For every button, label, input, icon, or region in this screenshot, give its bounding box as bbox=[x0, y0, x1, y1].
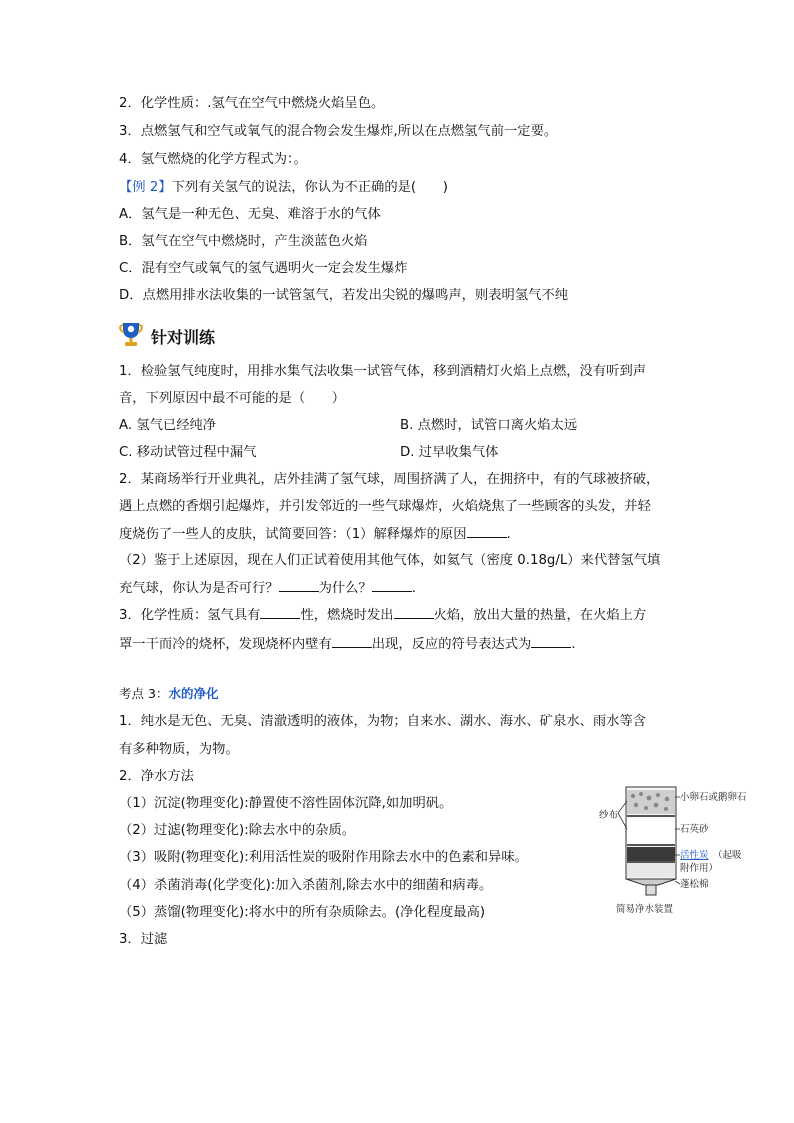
label-carbon: 活性炭 bbox=[680, 850, 709, 861]
label-gauze: 纱布 bbox=[599, 810, 619, 821]
question-text: 为什么？ bbox=[318, 581, 372, 596]
kaodian-prefix: 考点 3： bbox=[119, 686, 169, 701]
punctuation: . bbox=[411, 581, 416, 596]
option-row bbox=[119, 443, 499, 463]
option-c: C. 移动试管过程中漏气 bbox=[119, 445, 257, 460]
question-text: 火焰，放出大量的热量，在火焰上方 bbox=[433, 608, 647, 623]
text-line: 3．过滤 bbox=[119, 932, 168, 947]
method-item: （4）杀菌消毒(化学变化):加入杀菌剂,除去水中的细菌和病毒。 bbox=[119, 878, 493, 893]
question-text: 性，燃烧时发出 bbox=[300, 608, 394, 623]
answer-blank[interactable] bbox=[332, 634, 372, 648]
purifier-container bbox=[626, 787, 676, 895]
answer-blank[interactable] bbox=[260, 605, 300, 619]
answer-blank[interactable] bbox=[372, 578, 412, 592]
label-pebble: 小卵石或鹅卵石 bbox=[680, 792, 747, 803]
option-a: A．氢气是一种无色、无臭、难溶于水的气体 bbox=[119, 207, 381, 222]
option-b: B. 点燃时，试管口离火焰太远 bbox=[400, 418, 578, 433]
text-line: 3．点燃氢气和空气或氧气的混合物会发生爆炸,所以在点燃氢气前一定要。 bbox=[119, 124, 558, 139]
question-text: 罩一干而冷的烧杯，发现烧杯内壁有 bbox=[119, 637, 332, 652]
option-d: D．点燃用排水法收集的一试管氢气，若发出尖锐的爆鸣声，则表明氢气不纯 bbox=[119, 288, 569, 303]
section-title: 针对训练 bbox=[151, 327, 216, 347]
text-line: 4．氢气燃烧的化学方程式为：。 bbox=[119, 152, 307, 167]
question-text: 度烧伤了一些人的皮肤，试简要回答：（1）解释爆炸的原因 bbox=[119, 527, 467, 542]
text-line: 有多种物质，为物。 bbox=[119, 742, 239, 757]
question-text: 3．化学性质：氢气具有 bbox=[119, 608, 261, 623]
figure-caption: 简易净水装置 bbox=[616, 904, 674, 915]
kaodian-topic: 水的净化 bbox=[168, 686, 219, 701]
method-item: （1）沉淀(物理变化):静置使不溶性固体沉降,如加明矾。 bbox=[119, 796, 453, 811]
water-purifier-figure bbox=[596, 781, 794, 921]
text-line: 音，下列原因中最不可能的是（ ） bbox=[119, 391, 346, 406]
text-line: （2）鉴于上述原因，现在人们正试着使用其他气体，如氦气（密度 0.18g/L）来代替氢气填 bbox=[119, 553, 661, 568]
question-text: 充气球，你认为是否可行？ bbox=[119, 581, 279, 596]
text-line: 1．检验氢气纯度时，用排水集气法收集一试管气体，移到酒精灯火焰上点燃，没有听到声 bbox=[119, 364, 647, 379]
label-carbon-note: 附作用） bbox=[680, 863, 719, 874]
example-text: 下列有关氢气的说法，你认为不正确的是( ) bbox=[171, 180, 448, 195]
punctuation: . bbox=[571, 637, 576, 652]
text-line bbox=[119, 605, 646, 626]
answer-blank[interactable] bbox=[394, 605, 434, 619]
option-row bbox=[119, 416, 578, 436]
text-line: 2．某商场举行开业典礼，店外挂满了氢气球，周围挤满了人，在拥挤中，有的气球被挤破， bbox=[119, 472, 660, 487]
question-text: 出现，反应的符号表达式为 bbox=[371, 637, 532, 652]
section-heading bbox=[119, 321, 215, 351]
text-line bbox=[119, 524, 511, 545]
text-line bbox=[119, 634, 576, 655]
method-item: （3）吸附(物理变化):利用活性炭的吸附作用除去水中的色素和异味。 bbox=[119, 850, 528, 865]
option-c: C．混有空气或氧气的氢气遇明火一定会发生爆炸 bbox=[119, 261, 408, 276]
answer-blank[interactable] bbox=[531, 634, 571, 648]
text-line: 1．纯水是无色、无臭、清澈透明的液体，为物；自来水、湖水、海水、矿泉水、雨水等含 bbox=[119, 714, 647, 729]
answer-blank[interactable] bbox=[279, 578, 319, 592]
kaodian-heading bbox=[119, 684, 218, 704]
answer-blank[interactable] bbox=[467, 524, 507, 538]
label-sand: 石英砂 bbox=[680, 824, 709, 835]
text-line: 2．净水方法 bbox=[119, 769, 194, 784]
example-label: 【例 2】 bbox=[119, 180, 172, 195]
label-cotton: 蓬松棉 bbox=[680, 879, 709, 890]
punctuation: . bbox=[506, 527, 511, 542]
option-d: D. 过早收集气体 bbox=[400, 445, 499, 460]
option-a: A. 氢气已经纯净 bbox=[119, 418, 217, 433]
label-carbon-note: （起吸 bbox=[713, 850, 742, 861]
method-item: （2）过滤(物理变化):除去水中的杂质。 bbox=[119, 823, 356, 838]
text-line: 遇上点燃的香烟引起爆炸，并引发邻近的一些气球爆炸，火焰烧焦了一些顾客的头发，并轻 bbox=[119, 499, 651, 514]
method-item: （5）蒸馏(物理变化):将水中的所有杂质除去。(净化程度最高) bbox=[119, 905, 486, 920]
example-question bbox=[119, 178, 448, 198]
trophy-icon bbox=[119, 320, 143, 352]
text-line: 2．化学性质：.氢气在空气中燃烧火焰呈色。 bbox=[119, 96, 385, 111]
option-b: B．氢气在空气中燃烧时，产生淡蓝色火焰 bbox=[119, 234, 368, 249]
text-line bbox=[119, 578, 416, 599]
